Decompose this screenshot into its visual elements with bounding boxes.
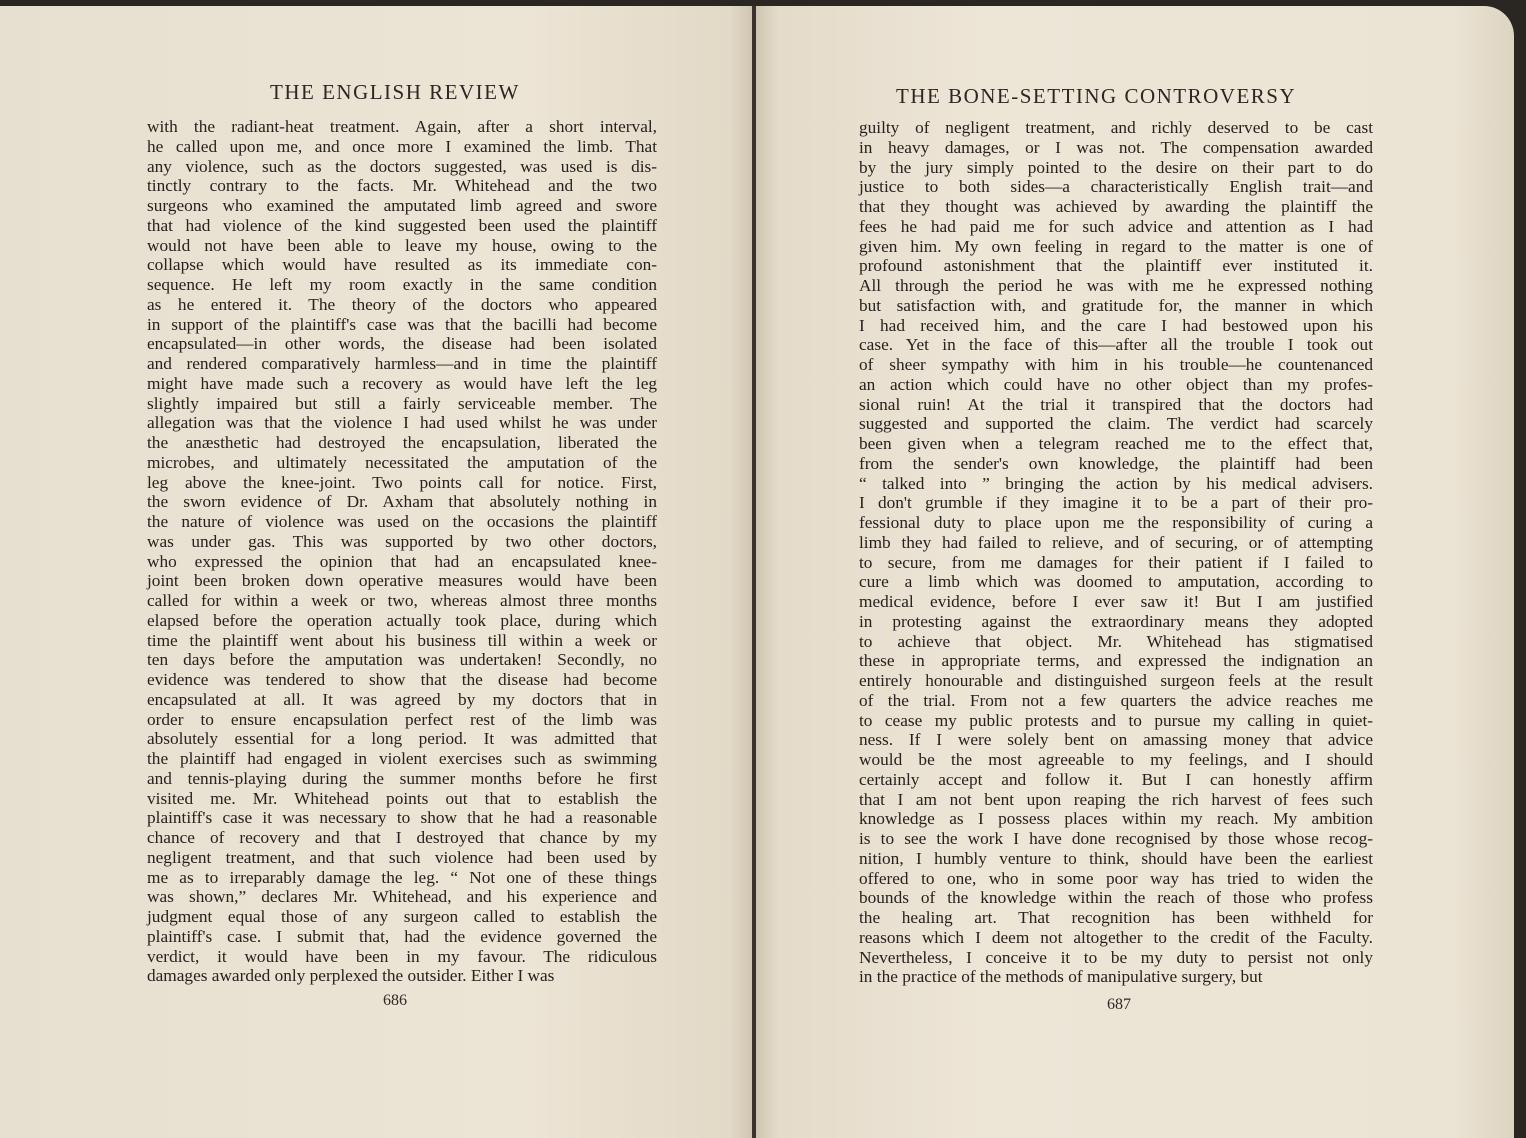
text-line: the nature of violence was used on the occasions the plaintiff xyxy=(147,512,657,531)
text-line: evidence was tendered to show that the disease had become xyxy=(147,670,657,689)
text-line: allegation was that the violence I had used whilst he was under xyxy=(147,413,657,433)
running-head-right: THE BONE-SETTING CONTROVERSY xyxy=(896,84,1297,108)
text-line: was under gas. This was supported by two other doctors, xyxy=(147,531,657,551)
text-line: collapse which would have resulted as its immediate con- xyxy=(147,255,657,275)
text-line: microbes, and ultimately necessitated the amputation of the xyxy=(147,452,657,472)
text-line: and rendered comparatively harmless—and in time the plaintiff xyxy=(147,354,657,373)
text-line: entirely honourable and distinguished surgeon feels at the result xyxy=(859,671,1373,690)
text-line: the plaintiff had engaged in violent exercises such as swimming xyxy=(147,749,657,768)
text-line: who expressed the opinion that had an encapsulated knee- xyxy=(147,551,657,571)
text-line: that I am not bent upon reaping the rich harvest of fees such xyxy=(859,789,1373,809)
text-line: certainly accept and follow it. But I can honestly affirm xyxy=(859,769,1373,789)
right-page xyxy=(756,6,1514,1138)
text-line: is to see the work I have done recognised by those whose recog- xyxy=(859,829,1373,848)
text-line: reasons which I deem not altogether to the credit of the Faculty. xyxy=(859,927,1373,947)
text-line: fessional duty to place upon me the responsibility of curing a xyxy=(859,513,1373,532)
text-line: in the practice of the methods of manipulative surgery, but xyxy=(859,967,1263,987)
text-line: knowledge as I possess places within my reach. My ambition xyxy=(859,809,1373,829)
text-line: me as to irreparably damage the leg. “ Not one of these things xyxy=(147,867,657,887)
text-line: slightly impaired but still a fairly serviceable member. The xyxy=(147,393,657,413)
text-line: surgeons who examined the amputated limb agreed and swore xyxy=(147,196,657,215)
text-line: ten days before the amputation was undertaken! Secondly, no xyxy=(147,650,657,670)
text-line: an action which could have no other object than my profes- xyxy=(859,374,1373,394)
text-line: negligent treatment, and that such violence had been used by xyxy=(147,847,657,867)
text-line: All through the period he was with me he expressed nothing xyxy=(859,276,1373,295)
text-line: given him. My own feeling in regard to the matter is one of xyxy=(859,236,1373,256)
text-line: order to ensure encapsulation perfect rest of the limb was xyxy=(147,709,657,729)
text-line: limb they had failed to relieve, and of securing, or of attempting xyxy=(859,532,1373,552)
text-line: in protesting against the extraordinary means they adopted xyxy=(859,611,1373,631)
text-line: judgment equal those of any surgeon called to establish the xyxy=(147,907,657,926)
text-line: elapsed before the operation actually took place, during which xyxy=(147,610,657,630)
page-number-right: 687 xyxy=(1107,996,1131,1013)
text-line: cure a limb which was doomed to amputation, according to xyxy=(859,572,1373,592)
text-line: suggested and supported the claim. The verdict had scarcely xyxy=(859,414,1373,434)
page-number-left: 686 xyxy=(383,992,407,1009)
text-line: ness. If I were solely bent on amassing money that advice xyxy=(859,730,1373,750)
text-line: with the radiant-heat treatment. Again, after a short interval, xyxy=(147,117,657,136)
text-line: time the plaintiff went about his business till within a week or xyxy=(147,630,657,650)
text-line: that they thought was achieved by awarding the plaintiff the xyxy=(859,197,1373,216)
text-line: would be the most agreeable to my feelings, and I should xyxy=(859,750,1373,769)
text-line: that had violence of the kind suggested been used the plaintiff xyxy=(147,215,657,235)
text-line: sional ruin! At the trial it transpired that the doctors had xyxy=(859,394,1373,414)
text-line: of sheer sympathy with him in his trouble—he countenanced xyxy=(859,355,1373,374)
text-line: absolutely essential for a long period. It was admitted that xyxy=(147,729,657,749)
running-head-left: THE ENGLISH REVIEW xyxy=(270,80,520,104)
text-line: offered to one, who in some poor way has tried to widen the xyxy=(859,868,1373,888)
text-line: nition, I humbly venture to think, should have been the earliest xyxy=(859,848,1373,868)
text-line: leg above the knee-joint. Two points call for notice. First, xyxy=(147,472,657,492)
text-line: I don't grumble if they imagine it to be a part of their pro- xyxy=(859,493,1373,513)
left-page-body xyxy=(147,117,657,986)
text-line: these in appropriate terms, and expressed the indignation an xyxy=(859,651,1373,671)
text-line: to cease my public protests and to pursue my calling in quiet- xyxy=(859,710,1373,730)
text-line: joint been broken down operative measures would have been xyxy=(147,571,657,591)
text-line: sequence. He left my room exactly in the same condition xyxy=(147,275,657,294)
text-line: medical evidence, before I ever saw it! But I am justified xyxy=(859,592,1373,611)
text-line: called for within a week or two, whereas almost three months xyxy=(147,591,657,610)
text-line: Nevertheless, I conceive it to be my duty to persist not only xyxy=(859,947,1373,967)
text-line: plaintiff's case. I submit that, had the evidence governed the xyxy=(147,926,657,946)
text-line: he called upon me, and once more I examined the limb. That xyxy=(147,136,657,156)
text-line: verdict, it would have been in my favour. The ridiculous xyxy=(147,946,657,966)
text-line: by the jury simply pointed to the desire on their part to do xyxy=(859,157,1373,177)
text-line: bounds of the knowledge within the reach of those who profess xyxy=(859,888,1373,908)
text-line: visited me. Mr. Whitehead points out that to establish the xyxy=(147,788,657,808)
text-line: tinctly contrary to the facts. Mr. Whitehead and the two xyxy=(147,176,657,196)
text-line: to achieve that object. Mr. Whitehead has stigmatised xyxy=(859,631,1373,651)
text-line: chance of recovery and that I destroyed that chance by my xyxy=(147,828,657,847)
text-line: encapsulated at all. It was agreed by my doctors that in xyxy=(147,689,657,709)
text-line: but satisfaction with, and gratitude for, the manner in which xyxy=(859,295,1373,315)
text-line: would not have been able to leave my house, owing to the xyxy=(147,235,657,255)
left-page xyxy=(0,6,752,1138)
text-line: to secure, from me damages for their patient if I failed to xyxy=(859,552,1373,572)
text-line: “ talked into ” bringing the action by his medical advisers. xyxy=(859,473,1373,493)
text-line: fees he had paid me for such advice and attention as I had xyxy=(859,216,1373,236)
text-line: of the trial. From not a few quarters the advice reaches me xyxy=(859,690,1373,710)
text-line: been given when a telegram reached me to the effect that, xyxy=(859,434,1373,453)
text-line: the sworn evidence of Dr. Axham that absolutely nothing in xyxy=(147,492,657,512)
text-line: case. Yet in the face of this—after all the trouble I took out xyxy=(859,335,1373,355)
text-line: from the sender's own knowledge, the plaintiff had been xyxy=(859,453,1373,473)
text-line: justice to both sides—a characteristically English trait—and xyxy=(859,177,1373,197)
text-line: the healing art. That recognition has been withheld for xyxy=(859,908,1373,927)
book-spread xyxy=(0,6,1526,1138)
text-line: profound astonishment that the plaintiff ever instituted it. xyxy=(859,256,1373,276)
text-line: and tennis-playing during the summer months before he first xyxy=(147,768,657,788)
text-line: guilty of negligent treatment, and richly deserved to be cast xyxy=(859,118,1373,137)
text-line: I had received him, and the care I had bestowed upon his xyxy=(859,315,1373,335)
right-page-body xyxy=(859,118,1373,987)
text-line: was shown,” declares Mr. Whitehead, and his experience and xyxy=(147,887,657,907)
text-line: as he entered it. The theory of the doctors who appeared xyxy=(147,294,657,314)
text-line: encapsulated—in other words, the disease had been isolated xyxy=(147,334,657,354)
text-line: in heavy damages, or I was not. The compensation awarded xyxy=(859,137,1373,157)
text-line: any violence, such as the doctors suggested, was used is dis- xyxy=(147,156,657,176)
text-line: plaintiff's case it was necessary to show that he had a reasonable xyxy=(147,808,657,828)
text-line: might have made such a recovery as would have left the leg xyxy=(147,373,657,393)
text-line: in support of the plaintiff's case was that the bacilli had become xyxy=(147,314,657,334)
text-line: the anæsthetic had destroyed the encapsulation, liberated the xyxy=(147,433,657,452)
text-line: damages awarded only perplexed the outsider. Either I was xyxy=(147,966,555,986)
